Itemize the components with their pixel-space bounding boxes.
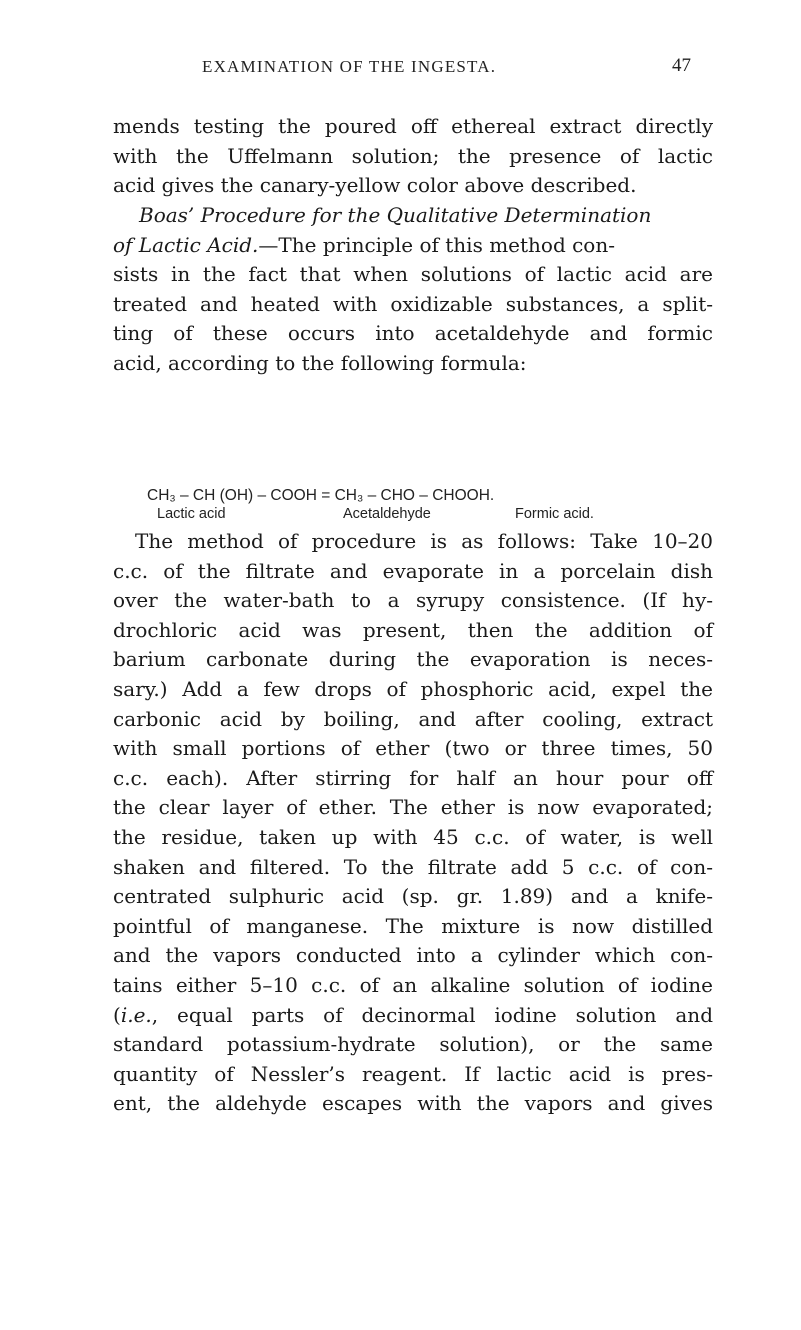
text-line: barium carbonate during the evaporation is neces- — [113, 647, 713, 672]
text-line: ent, the aldehyde escapes with the vapors and gives — [113, 1091, 713, 1116]
page-number: 47 — [672, 55, 691, 76]
text-fragment: —The principle of this method con- — [258, 232, 615, 257]
text-line: and the vapors conducted into a cylinder which con- — [113, 943, 713, 968]
text-fragment: ( — [113, 1002, 121, 1027]
text-line: sists in the fact that when solutions of lactic acid are — [113, 262, 713, 287]
section-title-cont: of Lactic Acid. — [113, 232, 259, 257]
section-title: Boas’ Procedure for the Qualitative Determination — [139, 203, 652, 227]
text-line: mends testing the poured off ethereal extract directly — [113, 114, 713, 138]
paragraph-3 — [113, 527, 713, 1119]
label-formic-acid: Formic acid. — [515, 506, 594, 522]
formula-equation: CH₃ – CH (OH) – COOH = CH₃ – CHO – CHOOH. — [147, 487, 495, 504]
text-line — [113, 231, 713, 261]
text-line: quantity of Nessler’s reagent. If lactic acid is pres- — [113, 1061, 713, 1086]
text-line: tains either 5–10 c.c. of an alkaline solution of iodine — [113, 972, 713, 997]
chemical-formula — [147, 486, 667, 526]
text-line: drochloric acid was present, then the addition of — [113, 617, 713, 642]
text-line: shaken and filtered. To the filtrate add 5 c.c. of con- — [113, 854, 713, 879]
text-line: pointful of manganese. The mixture is now distilled — [113, 913, 713, 938]
label-acetaldehyde: Acetaldehyde — [343, 506, 431, 522]
text-line: carbonic acid by boiling, and after cooling, extract — [113, 706, 713, 731]
text-line: with small portions of ether (two or three times, 50 — [113, 736, 713, 761]
text-line: centrated sulphuric acid (sp. gr. 1.89) and a knife- — [113, 884, 713, 909]
abbreviation-ie: i.e. — [120, 1002, 152, 1027]
text-fragment: , equal parts of decinormal iodine solution and — [151, 1002, 713, 1027]
paragraph-1 — [113, 112, 713, 201]
text-line: treated and heated with oxidizable substances, a split- — [113, 291, 713, 316]
text-line: the clear layer of ether. The ether is now evaporated; — [113, 795, 713, 820]
formula-labels — [147, 506, 667, 526]
text-line: standard potassium-hydrate solution), or the same — [113, 1032, 713, 1057]
text-line — [113, 1001, 713, 1031]
text-line: acid, according to the following formula: — [113, 350, 527, 375]
text-line: The method of procedure is as follows: Take 10–20 — [135, 529, 713, 553]
text-line: ting of these occurs into acetaldehyde and formic — [113, 321, 713, 346]
paragraph-2 — [113, 201, 713, 379]
text-line: over the water-bath to a syrupy consistence. (If hy- — [113, 588, 713, 613]
text-line: c.c. of the filtrate and evaporate in a porcelain dish — [113, 558, 713, 583]
text-line: c.c. each). After stirring for half an hour pour off — [113, 765, 713, 790]
text-line: acid gives the canary-yellow color above described. — [113, 173, 637, 198]
running-head: EXAMINATION OF THE INGESTA. — [202, 57, 497, 76]
text-line: the residue, taken up with 45 c.c. of water, is well — [113, 824, 713, 849]
label-lactic-acid: Lactic acid — [157, 506, 226, 522]
text-line: with the Uffelmann solution; the presence of lactic — [113, 143, 713, 168]
text-line: sary.) Add a few drops of phosphoric acid, expel the — [113, 676, 713, 701]
